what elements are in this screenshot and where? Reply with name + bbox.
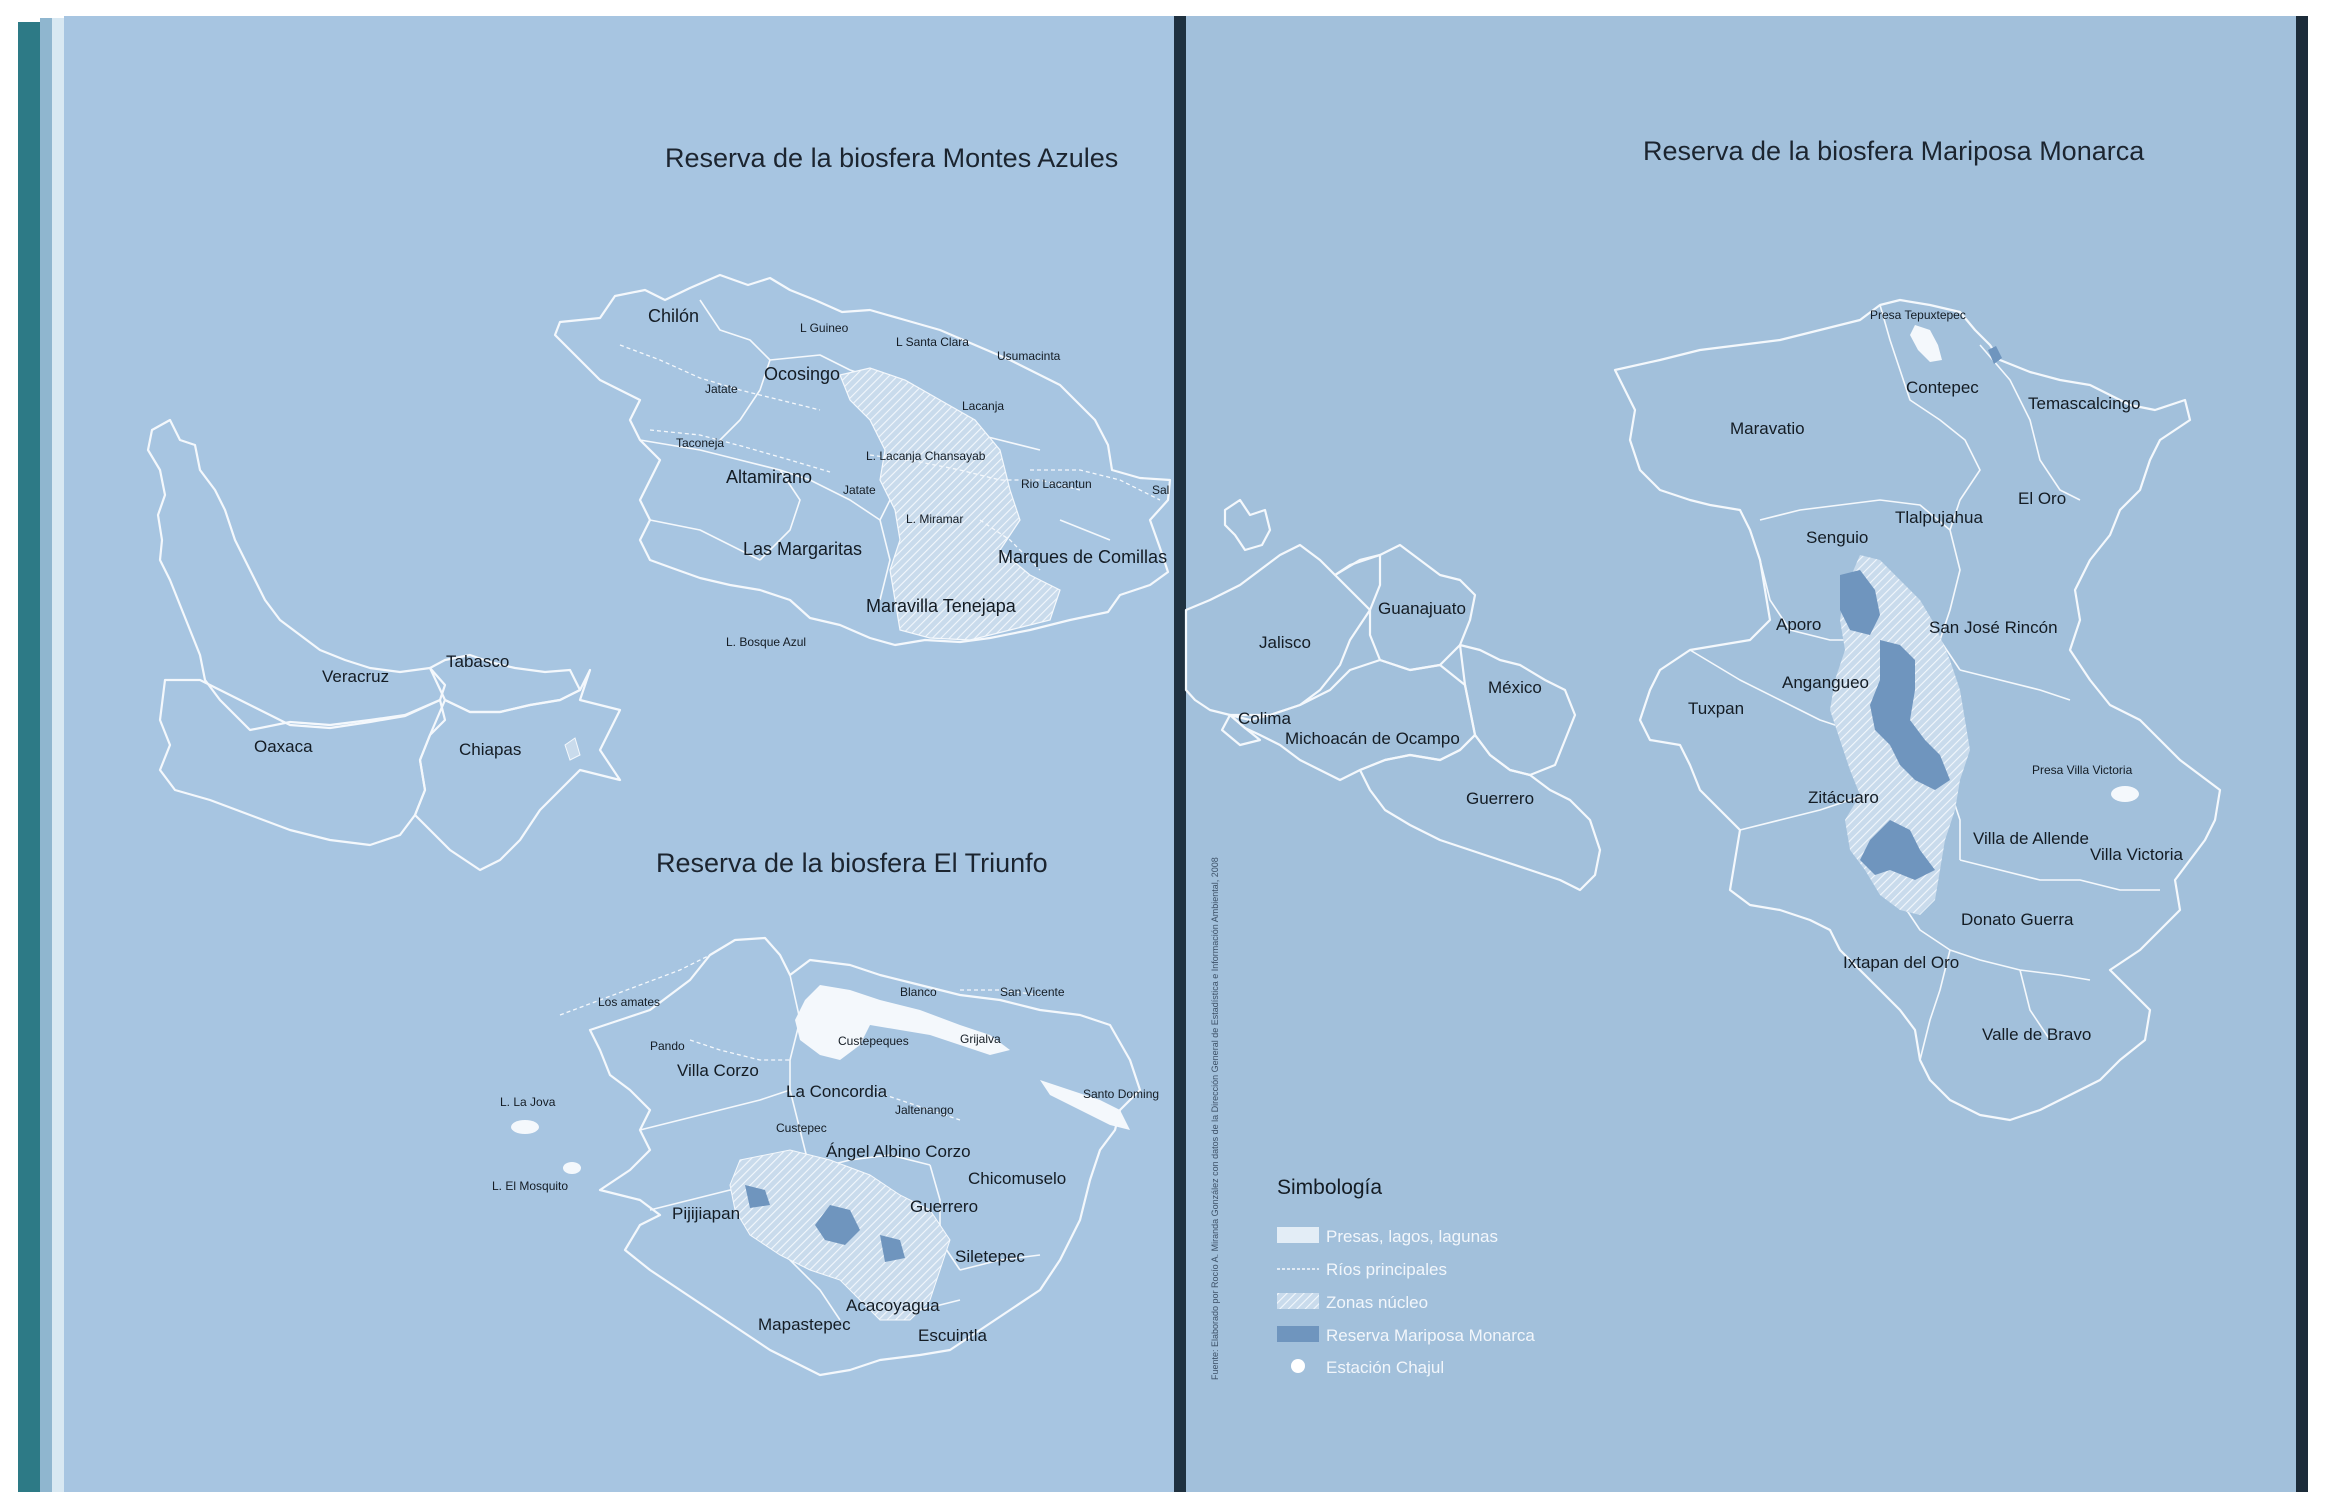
label-sal: Sal — [1152, 483, 1170, 497]
mariposa-monarca-title: Reserva de la biosfera Mariposa Monarca — [1643, 136, 2145, 166]
right-edge — [2296, 16, 2308, 1492]
label-aporo: Aporo — [1776, 615, 1822, 634]
label-veracruz: Veracruz — [322, 667, 390, 686]
label-tabasco: Tabasco — [446, 652, 510, 671]
label-el-oro: El Oro — [2018, 489, 2067, 508]
label-oaxaca: Oaxaca — [254, 737, 313, 756]
label-presa-villa-victoria: Presa Villa Victoria — [2032, 763, 2133, 777]
label-usumacinta: Usumacinta — [997, 349, 1061, 363]
label-michoacan: Michoacán de Ocampo — [1285, 729, 1460, 748]
legend-swatch-station — [1291, 1359, 1305, 1373]
book-gutter — [1174, 16, 1186, 1492]
legend-item-station: Estación Chajul — [1326, 1358, 1445, 1377]
label-pijijiapan: Pijijiapan — [672, 1204, 741, 1223]
label-zitacuaro: Zitácuaro — [1808, 788, 1879, 807]
page-edge-strip — [40, 18, 52, 1492]
label-valle-de-bravo: Valle de Bravo — [1982, 1025, 2092, 1044]
label-temascalcingo: Temascalcingo — [2028, 394, 2141, 413]
source-credit: Fuente: Elaborado por Rocío A. Miranda González con datos de la Dirección General de Estadística e Información Ambiental, 2008 — [1210, 857, 1220, 1380]
l-la-jova-lake — [511, 1120, 539, 1134]
label-acacoyagua: Acacoyagua — [846, 1296, 940, 1315]
label-las-margaritas: Las Margaritas — [743, 539, 863, 559]
left-spine-edge — [18, 22, 40, 1492]
legend-item-reserve: Reserva Mariposa Monarca — [1326, 1326, 1535, 1345]
label-presa-tepuxtepec: Presa Tepuxtepec — [1870, 308, 1966, 322]
label-jaltenango: Jaltenango — [895, 1103, 954, 1117]
label-la-concordia: La Concordia — [786, 1082, 888, 1101]
label-angangueo: Angangueo — [1782, 673, 1869, 692]
label-l-guineo: L Guineo — [800, 321, 849, 335]
label-escuintla: Escuintla — [918, 1326, 987, 1345]
label-rio-lacantun: Rio Lacantun — [1021, 477, 1092, 491]
label-colima: Colima — [1238, 709, 1291, 728]
label-angel-albino-corzo: Ángel Albino Corzo — [826, 1142, 971, 1161]
label-maravatio: Maravatio — [1730, 419, 1805, 438]
label-chicomuselo: Chicomuselo — [968, 1169, 1067, 1188]
label-pando: Pando — [650, 1039, 685, 1053]
label-jalisco: Jalisco — [1259, 633, 1311, 652]
label-senguio: Senguio — [1806, 528, 1869, 547]
label-altamirano: Altamirano — [726, 467, 813, 487]
label-mapastepec: Mapastepec — [758, 1315, 851, 1334]
label-jatate-south: Jatate — [843, 483, 876, 497]
label-guerrero-chiapas: Guerrero — [910, 1197, 979, 1216]
label-tuxpan: Tuxpan — [1688, 699, 1745, 718]
label-mexico-state: México — [1488, 678, 1542, 697]
presa-villa-victoria — [2111, 786, 2139, 802]
label-chiapas: Chiapas — [459, 740, 522, 759]
label-ixtapan-del-oro: Ixtapan del Oro — [1843, 953, 1960, 972]
label-tlalpujahua: Tlalpujahua — [1895, 508, 1983, 527]
label-san-vicente: San Vicente — [1000, 985, 1065, 999]
left-page — [64, 16, 1174, 1492]
label-jatate-north: Jatate — [705, 382, 738, 396]
montes-azules-title: Reserva de la biosfera Montes Azules — [665, 143, 1119, 173]
label-ocosingo: Ocosingo — [764, 364, 841, 384]
label-san-jose-rincon: San José Rincón — [1929, 618, 2058, 637]
label-donato-guerra: Donato Guerra — [1961, 910, 2074, 929]
label-custepec: Custepec — [776, 1121, 827, 1135]
legend-swatch-reserve — [1277, 1326, 1319, 1342]
l-el-mosquito-lake — [563, 1162, 581, 1174]
legend-item-rivers: Ríos principales — [1326, 1260, 1447, 1279]
label-villa-corzo: Villa Corzo — [677, 1061, 759, 1080]
label-taconeja: Taconeja — [676, 436, 725, 450]
label-chilon: Chilón — [648, 306, 700, 326]
legend-swatch-water — [1277, 1227, 1319, 1243]
label-lacanja: Lacanja — [962, 399, 1005, 413]
label-l-bosque-azul: L. Bosque Azul — [726, 635, 807, 649]
label-contepec: Contepec — [1906, 378, 1979, 397]
label-maravilla-tenejapa: Maravilla Tenejapa — [866, 596, 1016, 616]
legend-item-core-zones: Zonas núcleo — [1326, 1293, 1429, 1312]
label-guanajuato: Guanajuato — [1378, 599, 1466, 618]
label-blanco: Blanco — [900, 985, 937, 999]
label-l-miramar: L. Miramar — [906, 512, 964, 526]
label-grijalva: Grijalva — [960, 1032, 1001, 1046]
legend-item-water: Presas, lagos, lagunas — [1326, 1227, 1498, 1246]
label-l-la-jova: L. La Jova — [500, 1095, 556, 1109]
legend-title: Simbología — [1277, 1176, 1383, 1199]
label-l-santa-clara: L Santa Clara — [896, 335, 969, 349]
label-villa-de-allende: Villa de Allende — [1973, 829, 2089, 848]
label-los-amates: Los amates — [598, 995, 661, 1009]
label-siletepec: Siletepec — [955, 1247, 1025, 1266]
legend-swatch-core-zones — [1277, 1293, 1319, 1309]
label-custepeques: Custepeques — [838, 1034, 909, 1048]
label-l-lacanja-chansayab: L. Lacanja Chansayab — [866, 449, 986, 463]
page-edge-strip-light — [52, 18, 64, 1492]
label-guerrero-state: Guerrero — [1466, 789, 1535, 808]
label-l-el-mosquito: L. El Mosquito — [492, 1179, 569, 1193]
label-marques-de-comillas: Marques de Comillas — [998, 547, 1168, 567]
label-villa-victoria: Villa Victoria — [2090, 845, 2183, 864]
label-santo-doming: Santo Doming — [1083, 1087, 1160, 1101]
el-triunfo-title: Reserva de la biosfera El Triunfo — [656, 848, 1048, 878]
